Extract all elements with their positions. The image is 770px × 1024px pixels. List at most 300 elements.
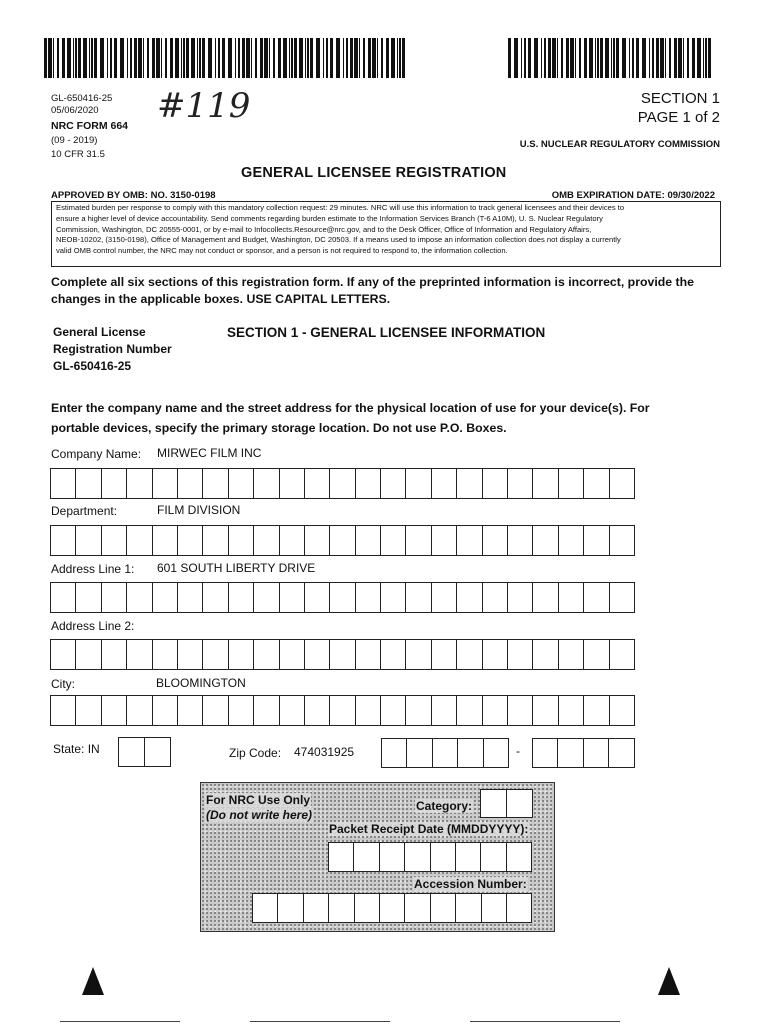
char-box[interactable] bbox=[305, 582, 330, 613]
char-box[interactable] bbox=[76, 582, 101, 613]
char-box[interactable] bbox=[483, 695, 508, 726]
char-box[interactable] bbox=[483, 525, 508, 556]
barcode-bar bbox=[541, 38, 542, 78]
char-box[interactable] bbox=[153, 639, 178, 670]
char-box[interactable] bbox=[508, 468, 533, 499]
barcode-bar bbox=[589, 38, 593, 78]
char-box[interactable] bbox=[559, 695, 584, 726]
char-box[interactable] bbox=[356, 525, 381, 556]
char-box[interactable] bbox=[102, 695, 127, 726]
barcode-bar bbox=[238, 38, 240, 78]
company-name-label: Company Name: bbox=[51, 447, 142, 461]
registration-mark-left bbox=[82, 967, 104, 995]
barcode-bar bbox=[683, 38, 684, 78]
notice-line: ensure a higher level of device accountability. Send comments regarding burden estimate to the Information Services Branch (T-6 A10M), U. S. Nuclear Regulatory bbox=[56, 213, 603, 223]
char-box[interactable] bbox=[203, 468, 228, 499]
burden-notice bbox=[51, 201, 721, 267]
char-box[interactable] bbox=[203, 525, 228, 556]
char-box[interactable] bbox=[356, 582, 381, 613]
char-box[interactable] bbox=[508, 639, 533, 670]
barcode-bar bbox=[175, 38, 179, 78]
barcode-bar bbox=[575, 38, 576, 78]
char-box[interactable] bbox=[254, 582, 279, 613]
char-box[interactable] bbox=[305, 695, 330, 726]
barcode-bar bbox=[143, 38, 144, 78]
char-box[interactable] bbox=[304, 893, 329, 923]
char-box[interactable] bbox=[330, 582, 355, 613]
barcode-bar bbox=[391, 38, 395, 78]
char-box[interactable] bbox=[584, 525, 609, 556]
barcode-bar bbox=[218, 38, 220, 78]
char-box[interactable] bbox=[356, 639, 381, 670]
char-box[interactable] bbox=[584, 738, 609, 768]
char-box[interactable] bbox=[482, 893, 507, 923]
char-box[interactable] bbox=[483, 468, 508, 499]
barcode-bar bbox=[186, 38, 189, 78]
barcode-bar bbox=[566, 38, 569, 78]
barcode-bar bbox=[57, 38, 59, 78]
barcode-bar bbox=[170, 38, 173, 78]
char-box[interactable] bbox=[533, 582, 558, 613]
char-box[interactable] bbox=[508, 695, 533, 726]
address-line2-boxes[interactable] bbox=[50, 639, 635, 670]
barcode-bar bbox=[656, 38, 659, 78]
omb-expiration: OMB EXPIRATION DATE: 09/30/2022 bbox=[551, 190, 715, 201]
char-box[interactable] bbox=[178, 695, 203, 726]
char-box[interactable] bbox=[127, 525, 152, 556]
char-box[interactable] bbox=[356, 468, 381, 499]
header-date: 05/06/2020 bbox=[51, 105, 99, 116]
barcode-bar bbox=[669, 38, 671, 78]
char-box[interactable] bbox=[382, 738, 407, 768]
barcode-bar bbox=[354, 38, 358, 78]
instructions-line: changes in the applicable boxes. USE CAPITAL LETTERS. bbox=[51, 292, 391, 306]
barcode-bar bbox=[273, 38, 275, 78]
char-box[interactable] bbox=[558, 738, 583, 768]
char-box[interactable] bbox=[127, 639, 152, 670]
barcode-bar bbox=[642, 38, 646, 78]
char-box[interactable] bbox=[432, 468, 457, 499]
barcode-bar bbox=[191, 38, 195, 78]
char-box[interactable] bbox=[330, 695, 355, 726]
char-box[interactable] bbox=[457, 468, 482, 499]
char-box[interactable] bbox=[254, 468, 279, 499]
char-box[interactable] bbox=[610, 639, 635, 670]
char-box[interactable] bbox=[407, 738, 432, 768]
char-box[interactable] bbox=[406, 695, 431, 726]
char-box[interactable] bbox=[380, 893, 405, 923]
zip-code-boxes[interactable] bbox=[381, 738, 509, 768]
notice-line: NEOB-10202, (3150-0198), Office of Management and Budget, Washington, DC 20503. If a means used to impose an information collection does not display a currently bbox=[56, 235, 621, 245]
char-box[interactable] bbox=[507, 893, 532, 923]
barcode-bar bbox=[208, 38, 212, 78]
barcode-bar bbox=[402, 38, 405, 78]
barcode-bar bbox=[294, 38, 297, 78]
char-box[interactable] bbox=[280, 695, 305, 726]
char-box[interactable] bbox=[153, 525, 178, 556]
barcode-bar bbox=[595, 38, 596, 78]
form-revision: (09 - 2019) bbox=[51, 135, 98, 146]
char-box[interactable] bbox=[153, 468, 178, 499]
char-box[interactable] bbox=[102, 468, 127, 499]
barcode-bar bbox=[399, 38, 401, 78]
barcode-bar bbox=[242, 38, 245, 78]
char-box[interactable] bbox=[178, 525, 203, 556]
barcode-bar bbox=[83, 38, 87, 78]
barcode-bar bbox=[291, 38, 293, 78]
char-box[interactable] bbox=[432, 695, 457, 726]
barcode-bar bbox=[377, 38, 378, 78]
char-box[interactable] bbox=[458, 738, 483, 768]
char-box[interactable] bbox=[280, 639, 305, 670]
nrc-use-only-label: For NRC Use Only bbox=[206, 793, 311, 807]
zip-extension-boxes[interactable] bbox=[532, 738, 635, 768]
department-value: FILM DIVISION bbox=[157, 503, 241, 517]
char-box[interactable] bbox=[431, 842, 456, 872]
barcode-bar bbox=[678, 38, 682, 78]
barcode-bar bbox=[260, 38, 263, 78]
barcode-bar bbox=[326, 38, 328, 78]
char-box[interactable] bbox=[584, 639, 609, 670]
barcode-bar bbox=[78, 38, 81, 78]
barcode-bar bbox=[289, 38, 290, 78]
char-box[interactable] bbox=[203, 695, 228, 726]
char-box[interactable] bbox=[381, 639, 406, 670]
char-box[interactable] bbox=[127, 468, 152, 499]
char-box[interactable] bbox=[356, 695, 381, 726]
zip-code-value: 474031925 bbox=[294, 745, 355, 759]
barcode-bar bbox=[697, 38, 701, 78]
barcode-bar bbox=[199, 38, 201, 78]
scan-line bbox=[470, 1021, 620, 1022]
char-box[interactable] bbox=[280, 468, 305, 499]
packet-date-boxes[interactable] bbox=[328, 842, 532, 872]
barcode-bar bbox=[75, 38, 77, 78]
barcode-bar bbox=[632, 38, 634, 78]
barcode-bar bbox=[181, 38, 182, 78]
barcode-bar bbox=[316, 38, 320, 78]
char-box[interactable] bbox=[433, 738, 458, 768]
char-box[interactable] bbox=[305, 639, 330, 670]
barcode-bar bbox=[368, 38, 371, 78]
char-box[interactable] bbox=[203, 639, 228, 670]
barcode-bar bbox=[107, 38, 108, 78]
char-box[interactable] bbox=[127, 582, 152, 613]
char-box[interactable] bbox=[76, 468, 101, 499]
barcode-bar bbox=[692, 38, 695, 78]
barcode-bar bbox=[534, 38, 538, 78]
char-box[interactable] bbox=[51, 695, 76, 726]
char-box[interactable] bbox=[229, 468, 254, 499]
char-box[interactable] bbox=[280, 525, 305, 556]
barcode-bar bbox=[508, 38, 511, 78]
barcode-bar bbox=[703, 38, 704, 78]
barcode-bar bbox=[299, 38, 303, 78]
barcode-bar bbox=[147, 38, 149, 78]
char-box[interactable] bbox=[305, 525, 330, 556]
barcode-bar bbox=[570, 38, 574, 78]
barcode-bar bbox=[67, 38, 71, 78]
char-box[interactable] bbox=[533, 738, 558, 768]
barcode-bar bbox=[165, 38, 167, 78]
cfr-reference: 10 CFR 31.5 bbox=[51, 149, 105, 160]
barcode-bar bbox=[514, 38, 518, 78]
char-box[interactable] bbox=[559, 525, 584, 556]
barcode-bar bbox=[156, 38, 160, 78]
barcode-bar bbox=[197, 38, 198, 78]
barcode-bar bbox=[613, 38, 615, 78]
barcode-bar bbox=[152, 38, 155, 78]
city-label: City: bbox=[51, 677, 75, 691]
barcode-bar bbox=[202, 38, 205, 78]
char-box[interactable] bbox=[381, 695, 406, 726]
char-box[interactable] bbox=[127, 695, 152, 726]
char-box[interactable] bbox=[508, 582, 533, 613]
char-box[interactable] bbox=[405, 893, 430, 923]
char-box[interactable] bbox=[102, 582, 127, 613]
barcode-bar bbox=[251, 38, 252, 78]
char-box[interactable] bbox=[559, 582, 584, 613]
char-box[interactable] bbox=[432, 525, 457, 556]
char-box[interactable] bbox=[609, 738, 634, 768]
char-box[interactable] bbox=[51, 468, 76, 499]
char-box[interactable] bbox=[254, 525, 279, 556]
char-box[interactable] bbox=[481, 842, 506, 872]
section-heading: SECTION 1 - GENERAL LICENSEE INFORMATION bbox=[227, 325, 546, 340]
handwritten-number: #119 bbox=[157, 86, 251, 126]
char-box[interactable] bbox=[610, 695, 635, 726]
char-box[interactable] bbox=[305, 468, 330, 499]
char-box[interactable] bbox=[457, 582, 482, 613]
barcode-bar bbox=[255, 38, 257, 78]
state-boxes[interactable] bbox=[118, 737, 171, 767]
char-box[interactable] bbox=[406, 582, 431, 613]
char-box[interactable] bbox=[254, 695, 279, 726]
gl-number: GL-650416-25 bbox=[51, 93, 113, 104]
agency-name: U.S. NUCLEAR REGULATORY COMMISSION bbox=[519, 139, 720, 150]
department-label: Department: bbox=[51, 504, 118, 518]
registration-number-block bbox=[53, 324, 172, 375]
barcode-bar bbox=[687, 38, 689, 78]
char-box[interactable] bbox=[330, 525, 355, 556]
barcode-bar bbox=[674, 38, 677, 78]
barcode-bar bbox=[94, 38, 97, 78]
barcode-bar bbox=[278, 38, 281, 78]
char-box[interactable] bbox=[381, 525, 406, 556]
barcode-bar bbox=[269, 38, 270, 78]
barcode-bar bbox=[73, 38, 74, 78]
barcode-bar bbox=[359, 38, 360, 78]
char-box[interactable] bbox=[178, 582, 203, 613]
barcode-bar bbox=[557, 38, 558, 78]
char-box[interactable] bbox=[76, 525, 101, 556]
company-name-value: MIRWEC FILM INC bbox=[157, 446, 262, 460]
city-value: BLOOMINGTON bbox=[156, 676, 246, 690]
char-box[interactable] bbox=[355, 893, 380, 923]
char-box[interactable] bbox=[253, 893, 278, 923]
char-box[interactable] bbox=[484, 738, 509, 768]
char-box[interactable] bbox=[203, 582, 228, 613]
barcode-bar bbox=[597, 38, 599, 78]
char-box[interactable] bbox=[102, 525, 127, 556]
char-box[interactable] bbox=[457, 639, 482, 670]
char-box[interactable] bbox=[381, 582, 406, 613]
char-box[interactable] bbox=[229, 582, 254, 613]
barcode-bar bbox=[44, 38, 47, 78]
barcode-left bbox=[44, 38, 412, 78]
barcode-bar bbox=[548, 38, 551, 78]
section-page bbox=[520, 90, 720, 126]
notice-line: Commission, Washington, DC 20555-0001, or by e-mail to Infocollects.Resource@nrc.gov, and to the Desk Officer, Office of Information and Regulatory Affairs, bbox=[56, 224, 592, 234]
company-name-boxes[interactable] bbox=[50, 468, 635, 499]
barcode-bar bbox=[91, 38, 93, 78]
barcode-bar bbox=[89, 38, 90, 78]
barcode-bar bbox=[524, 38, 526, 78]
city-boxes[interactable] bbox=[50, 695, 635, 726]
char-box[interactable] bbox=[406, 639, 431, 670]
barcode-bar bbox=[629, 38, 630, 78]
barcode-bar bbox=[649, 38, 650, 78]
barcode-bar bbox=[652, 38, 654, 78]
barcode-bar bbox=[579, 38, 581, 78]
barcode-bar bbox=[521, 38, 522, 78]
barcode-bar bbox=[127, 38, 128, 78]
char-box[interactable] bbox=[559, 468, 584, 499]
char-box[interactable] bbox=[584, 468, 609, 499]
char-box[interactable] bbox=[102, 639, 127, 670]
char-box[interactable] bbox=[354, 842, 379, 872]
address-line1-label: Address Line 1: bbox=[51, 562, 135, 576]
char-box[interactable] bbox=[533, 695, 558, 726]
char-box[interactable] bbox=[280, 582, 305, 613]
barcode-bar bbox=[552, 38, 556, 78]
notice-line: Estimated burden per response to comply with this mandatory collection request: 29 minutes. NRC will use this information to track general licensees and their devices to bbox=[56, 203, 625, 212]
page-label: PAGE 1 of 2 bbox=[637, 109, 720, 126]
barcode-bar bbox=[611, 38, 612, 78]
barcode-bar bbox=[584, 38, 587, 78]
char-box[interactable] bbox=[278, 893, 303, 923]
category-label: Category: bbox=[416, 799, 473, 813]
reg-number: GL-650416-25 bbox=[53, 359, 132, 373]
barcode-bar bbox=[110, 38, 112, 78]
form-title: GENERAL LICENSEE REGISTRATION bbox=[241, 165, 507, 181]
char-box[interactable] bbox=[432, 639, 457, 670]
address-line1-boxes[interactable] bbox=[50, 582, 635, 613]
barcode-bar bbox=[330, 38, 333, 78]
char-box[interactable] bbox=[406, 525, 431, 556]
char-box[interactable] bbox=[584, 582, 609, 613]
char-box[interactable] bbox=[51, 525, 76, 556]
barcode-bar bbox=[120, 38, 124, 78]
packet-receipt-date-label: Packet Receipt Date (MMDDYYYY): bbox=[329, 822, 529, 836]
char-box[interactable] bbox=[380, 842, 405, 872]
accession-number-label: Accession Number: bbox=[414, 877, 527, 891]
barcode-bar bbox=[183, 38, 185, 78]
category-boxes[interactable] bbox=[480, 789, 533, 818]
char-box[interactable] bbox=[254, 639, 279, 670]
barcode-bar bbox=[600, 38, 603, 78]
char-box[interactable] bbox=[610, 525, 635, 556]
char-box[interactable] bbox=[610, 468, 635, 499]
form-instructions bbox=[51, 274, 694, 308]
char-box[interactable] bbox=[76, 695, 101, 726]
char-box[interactable] bbox=[329, 842, 354, 872]
barcode-bar bbox=[235, 38, 236, 78]
char-box[interactable] bbox=[559, 639, 584, 670]
barcode-bar bbox=[307, 38, 309, 78]
barcode-bar bbox=[708, 38, 711, 78]
notice-line: valid OMB control number, the NRC may not conduct or sponsor, and a person is not required to respond to, the information collection. bbox=[56, 246, 508, 256]
char-box[interactable] bbox=[153, 582, 178, 613]
department-boxes[interactable] bbox=[50, 525, 635, 556]
barcode-bar bbox=[264, 38, 268, 78]
char-box[interactable] bbox=[229, 695, 254, 726]
scan-line bbox=[60, 1021, 180, 1022]
char-box[interactable] bbox=[76, 639, 101, 670]
barcode-bar bbox=[228, 38, 232, 78]
char-box[interactable] bbox=[507, 842, 532, 872]
barcode-bar bbox=[386, 38, 389, 78]
char-box[interactable] bbox=[431, 893, 456, 923]
char-box[interactable] bbox=[483, 639, 508, 670]
state-label: State: IN bbox=[53, 742, 100, 756]
char-box[interactable] bbox=[456, 842, 481, 872]
char-box[interactable] bbox=[432, 582, 457, 613]
scan-line bbox=[250, 1021, 390, 1022]
barcode-bar bbox=[705, 38, 707, 78]
char-box[interactable] bbox=[483, 582, 508, 613]
barcode-bar bbox=[616, 38, 619, 78]
char-box[interactable] bbox=[229, 639, 254, 670]
barcode-bar bbox=[283, 38, 287, 78]
char-box[interactable] bbox=[330, 468, 355, 499]
char-box[interactable] bbox=[456, 893, 481, 923]
char-box[interactable] bbox=[178, 639, 203, 670]
barcode-bar bbox=[336, 38, 340, 78]
barcode-bar bbox=[100, 38, 104, 78]
char-box[interactable] bbox=[508, 525, 533, 556]
char-box[interactable] bbox=[457, 525, 482, 556]
char-box[interactable] bbox=[405, 842, 430, 872]
char-box[interactable] bbox=[406, 468, 431, 499]
barcode-bar bbox=[528, 38, 531, 78]
char-box[interactable] bbox=[178, 468, 203, 499]
char-box[interactable] bbox=[51, 639, 76, 670]
char-box[interactable] bbox=[533, 525, 558, 556]
char-box[interactable] bbox=[457, 695, 482, 726]
char-box[interactable] bbox=[381, 468, 406, 499]
barcode-bar bbox=[363, 38, 365, 78]
barcode-bar bbox=[372, 38, 376, 78]
do-not-write-label: (Do not write here) bbox=[206, 808, 313, 822]
char-box[interactable] bbox=[51, 582, 76, 613]
char-box[interactable] bbox=[533, 468, 558, 499]
char-box[interactable] bbox=[533, 639, 558, 670]
char-box[interactable] bbox=[229, 525, 254, 556]
char-box[interactable] bbox=[153, 695, 178, 726]
barcode-bar bbox=[622, 38, 626, 78]
barcode-right bbox=[508, 38, 718, 78]
char-box[interactable] bbox=[610, 582, 635, 613]
barcode-bar bbox=[130, 38, 132, 78]
char-box[interactable] bbox=[584, 695, 609, 726]
barcode-bar bbox=[53, 38, 54, 78]
char-box[interactable] bbox=[329, 893, 354, 923]
reg-label: Registration Number bbox=[53, 342, 172, 356]
char-box[interactable] bbox=[330, 639, 355, 670]
accession-number-boxes[interactable] bbox=[252, 893, 532, 923]
barcode-bar bbox=[222, 38, 225, 78]
